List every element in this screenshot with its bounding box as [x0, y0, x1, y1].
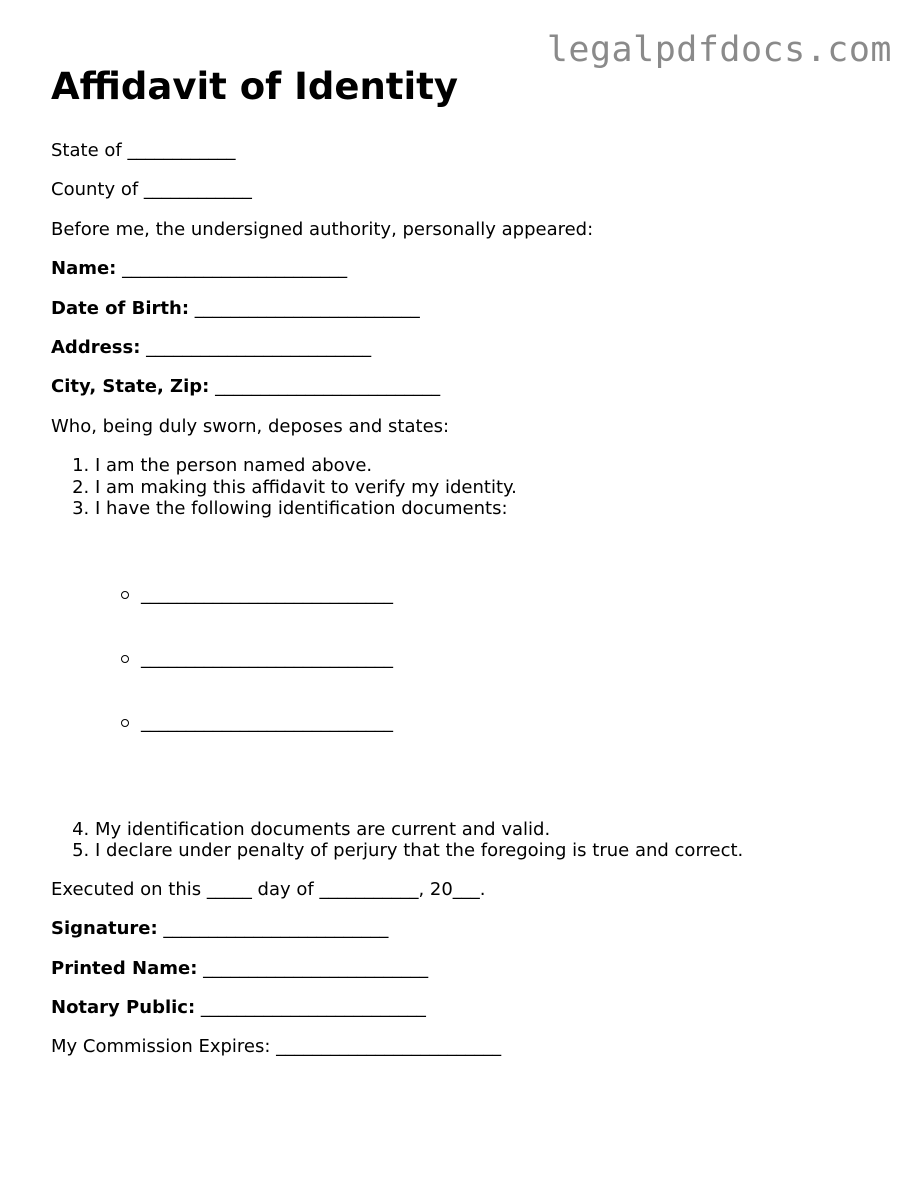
dob-field	[51, 298, 881, 320]
city-field	[51, 376, 881, 398]
sworn-text: Who, being duly sworn, deposes and states:	[51, 415, 450, 437]
name-label: Name:	[51, 258, 117, 280]
circle-bullet-icon	[121, 591, 129, 599]
statement-4: 4. My identification documents are current and valid.	[95, 819, 881, 840]
statement-2: 2. I am making this affidavit to verify my identity.	[95, 477, 881, 498]
circle-bullet-icon	[121, 719, 129, 727]
document-blank: ____________________________	[141, 647, 393, 669]
name-blank: _________________________	[122, 258, 348, 280]
circle-bullet-icon	[121, 655, 129, 663]
dob-blank: _________________________	[194, 297, 420, 319]
page-title: Affidavit of Identity	[51, 65, 458, 108]
commission-line: My Commission Expires: _________________________	[51, 1036, 502, 1058]
address-field	[51, 337, 881, 359]
affidavit-document	[51, 64, 881, 1076]
printed-name-label: Printed Name:	[51, 957, 198, 979]
dob-label: Date of Birth:	[51, 297, 190, 319]
document-line	[141, 584, 881, 605]
notary-field	[51, 997, 881, 1019]
name-field	[51, 258, 881, 280]
statement-3-text: I have the following identification documents:	[95, 497, 508, 519]
statement-1: 1. I am the person named above.	[95, 455, 881, 476]
document-line	[141, 648, 881, 669]
watermark: legalpdfdocs.com	[546, 30, 892, 70]
signature-label: Signature:	[51, 918, 158, 940]
notary-label: Notary Public:	[51, 997, 196, 1019]
printed-name-blank: _________________________	[203, 957, 429, 979]
intro-text: Before me, the undersigned authority, personally appeared:	[51, 218, 594, 240]
notary-blank: _________________________	[200, 997, 426, 1019]
city-blank: _________________________	[215, 376, 441, 398]
signature-blank: _________________________	[163, 918, 389, 940]
county-line: County of ____________	[51, 179, 252, 201]
document-blank: ____________________________	[141, 712, 393, 733]
address-label: Address:	[51, 336, 141, 358]
signature-field	[51, 918, 881, 940]
document-blank: ____________________________	[141, 583, 393, 605]
statement-5: 5. I declare under penalty of perjury that the foregoing is true and correct.	[95, 840, 881, 861]
statement-3	[95, 498, 881, 819]
city-label: City, State, Zip:	[51, 376, 210, 398]
printed-name-field	[51, 958, 881, 980]
executed-line: Executed on this _____ day of ___________, 20___.	[51, 878, 486, 900]
documents-list	[95, 541, 881, 776]
state-line: State of ____________	[51, 140, 236, 161]
address-blank: _________________________	[146, 336, 372, 358]
statements-list	[51, 455, 881, 862]
document-line	[141, 712, 881, 733]
